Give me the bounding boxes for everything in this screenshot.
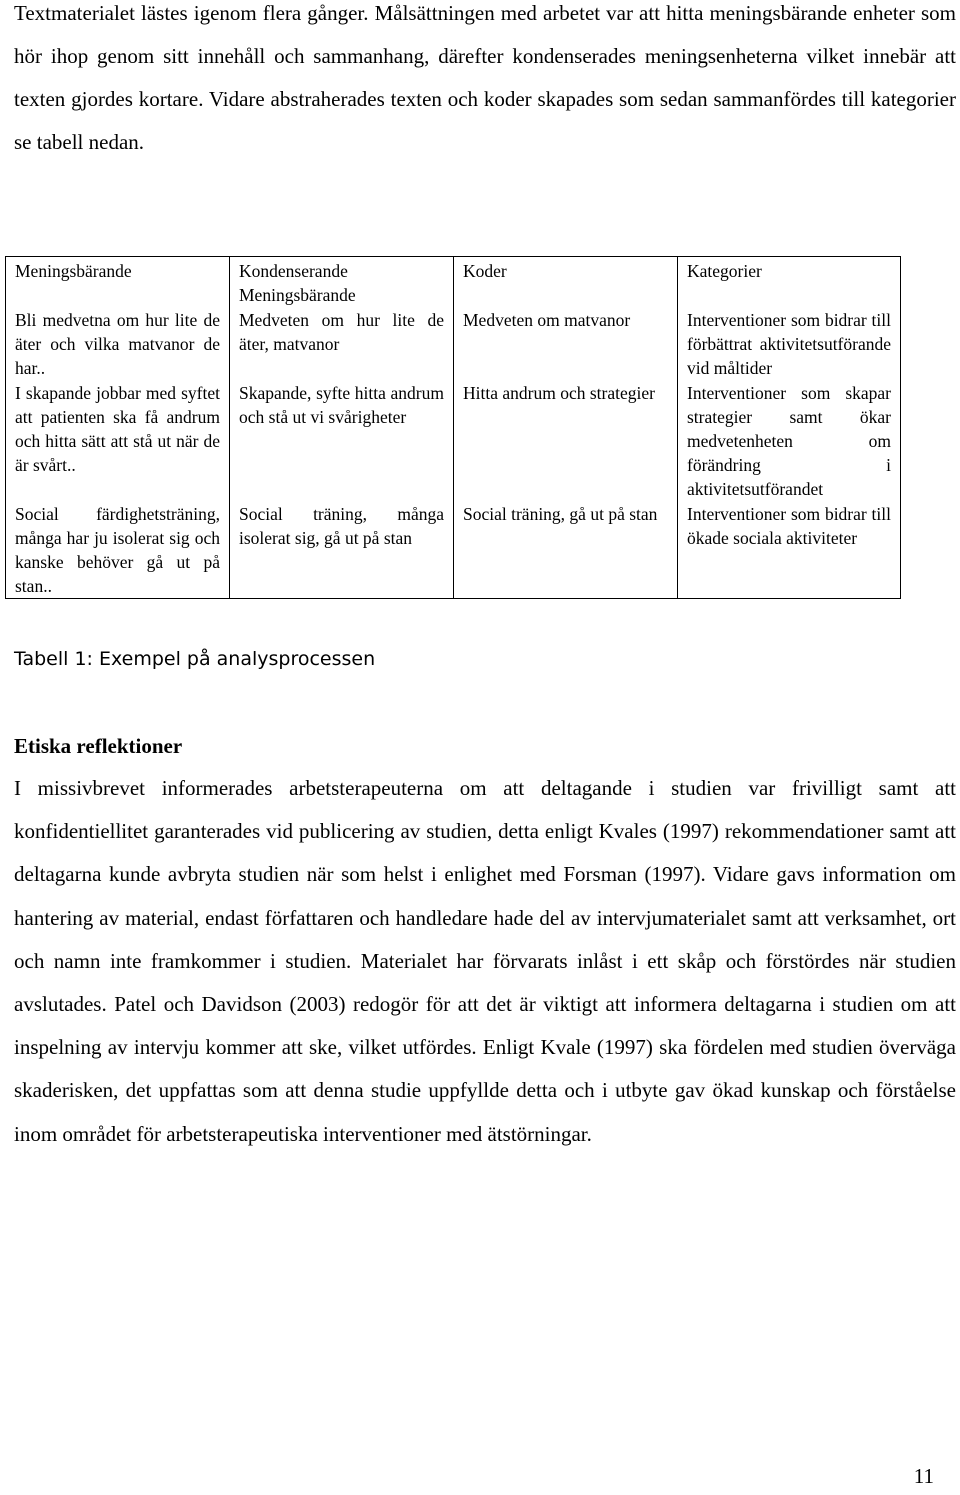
table-cell: Skapande, syfte hitta andrum och stå ut vi svårigheter	[230, 380, 454, 501]
table-header-row	[6, 257, 901, 308]
table-row	[6, 501, 901, 599]
table-caption: Tabell 1: Exempel på analysprocessen	[14, 648, 376, 670]
header-meningsbarande: Meningsbärande	[6, 257, 230, 308]
table-cell: Hitta andrum och strategier	[454, 380, 678, 501]
section-heading: Etiska reflektioner	[14, 734, 183, 758]
table-cell: Bli medvetna om hur lite de äter och vilka matvanor de har..	[6, 307, 230, 380]
table-cell: Medveten om matvanor	[454, 307, 678, 380]
table-cell: Medveten om hur lite de äter, matvanor	[230, 307, 454, 380]
ethics-paragraph: I missivbrevet informerades arbetsterapeuterna om att deltagande i studien var frivilligt samt att konfidentiellitet garanterades vid publicering av studien, detta enligt Kvales (1997) rekommendationer samt att deltagarna kunde avbryta studien när som helst i enlighet med Forsman (1997). Vidare gavs information om hantering av material, endast författaren och handledare hade del av intervjumaterialet samt att verksamhet, ort och namn inte framkommer i studien. Materialet har förvarats inlåst i ett skåp och förstördes när studien avslutades. Patel och Davidson (2003) redogör för att det är viktigt att informera deltagarna i studien om att inspelning av intervju kommer att ske, vilket utfördes. Enligt Kvale (1997) ska fördelen med studien överväga skaderisken, det uppfattas som att denna studie uppfyllde detta och i utbyte gav ökad kunskap och förståelse inom området för arbetsterapeutiska interventioner med ätstörningar.	[14, 776, 956, 1146]
table-row	[6, 307, 901, 380]
table-cell: Social träning, gå ut på stan	[454, 501, 678, 599]
table-row	[6, 380, 901, 501]
header-koder: Koder	[454, 257, 678, 308]
table-cell: Social träning, många isolerat sig, gå ut på stan	[230, 501, 454, 599]
table-cell: I skapande jobbar med syftet att patienten ska få andrum och hitta sätt att stå ut när de är svårt..	[6, 380, 230, 501]
intro-paragraph: Textmaterialet lästes igenom flera gånger. Målsättningen med arbetet var att hitta meningsbärande enheter som hör ihop genom sitt innehåll och sammanhang, därefter kondenserades meningsenheterna vilket innebär att texten gjordes kortare. Vidare abstraherades texten och koder skapades som sedan sammanfördes till kategorier se tabell nedan.	[14, 1, 956, 154]
table-cell: Social färdighetsträning, många har ju isolerat sig och kanske behöver gå ut på stan..	[6, 501, 230, 599]
table-cell: Interventioner som skapar strategier samt ökar medvetenheten om förändring i aktivitetsutförandet	[678, 380, 901, 501]
table-cell: Interventioner som bidrar till förbättrat aktivitetsutförande vid måltider	[678, 307, 901, 380]
analysis-table	[5, 256, 901, 599]
page-number: 11	[913, 1464, 934, 1488]
table-cell: Interventioner som bidrar till ökade sociala aktiviteter	[678, 501, 901, 599]
header-kategorier: Kategorier	[678, 257, 901, 308]
header-kondenserande: Kondenserande Meningsbärande	[230, 257, 454, 308]
